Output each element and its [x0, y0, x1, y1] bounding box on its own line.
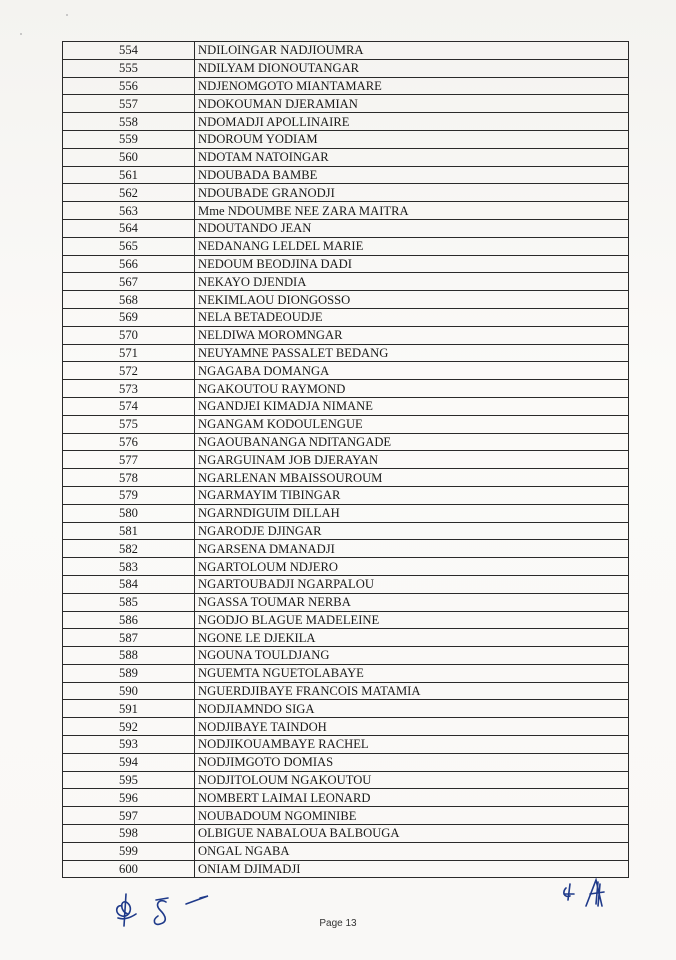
row-number: 598 — [63, 825, 195, 843]
table-row — [63, 433, 629, 451]
row-number: 599 — [63, 842, 195, 860]
table-row — [63, 77, 629, 95]
table-row — [63, 611, 629, 629]
row-number: 563 — [63, 202, 195, 220]
table-row — [63, 807, 629, 825]
row-name: OLBIGUE NABALOUA BALBOUGA — [195, 825, 629, 843]
table-row — [63, 59, 629, 77]
table-row — [63, 736, 629, 754]
row-name: NDILOINGAR NADJIOUMRA — [195, 42, 629, 60]
row-number: 567 — [63, 273, 195, 291]
table-row — [63, 860, 629, 878]
row-number: 564 — [63, 219, 195, 237]
row-name: NEDANANG LELDEL MARIE — [195, 237, 629, 255]
row-number: 588 — [63, 647, 195, 665]
row-number: 597 — [63, 807, 195, 825]
row-name: ONIAM DJIMADJI — [195, 860, 629, 878]
row-name: NGARTOLOUM NDJERO — [195, 558, 629, 576]
row-name: NODJIMGOTO DOMIAS — [195, 753, 629, 771]
row-number: 570 — [63, 326, 195, 344]
table-row — [63, 148, 629, 166]
table-row — [63, 575, 629, 593]
table-row — [63, 558, 629, 576]
table-row — [63, 825, 629, 843]
table-row — [63, 202, 629, 220]
row-name: NDOUBADE GRANODJI — [195, 184, 629, 202]
row-number: 556 — [63, 77, 195, 95]
table-row — [63, 682, 629, 700]
row-name: NGODJO BLAGUE MADELEINE — [195, 611, 629, 629]
row-name: Mme NDOUMBE NEE ZARA MAITRA — [195, 202, 629, 220]
table-row — [63, 380, 629, 398]
table-row — [63, 95, 629, 113]
row-name: NODJITOLOUM NGAKOUTOU — [195, 771, 629, 789]
row-name: NEKIMLAOU DIONGOSSO — [195, 291, 629, 309]
row-number: 582 — [63, 540, 195, 558]
row-name: NGARGUINAM JOB DJERAYAN — [195, 451, 629, 469]
row-name: NGARODJE DJINGAR — [195, 522, 629, 540]
row-number: 585 — [63, 593, 195, 611]
row-name: NDOUTANDO JEAN — [195, 219, 629, 237]
table-row — [63, 629, 629, 647]
row-number: 596 — [63, 789, 195, 807]
row-number: 586 — [63, 611, 195, 629]
row-name: NODJIKOUAMBAYE RACHEL — [195, 736, 629, 754]
row-number: 572 — [63, 362, 195, 380]
table-row — [63, 237, 629, 255]
row-name: NEDOUM BEODJINA DADI — [195, 255, 629, 273]
table-row — [63, 397, 629, 415]
table-row — [63, 130, 629, 148]
row-number: 574 — [63, 397, 195, 415]
row-number: 559 — [63, 130, 195, 148]
row-name: NGONE LE DJEKILA — [195, 629, 629, 647]
table-row — [63, 540, 629, 558]
handwritten-signature-right — [560, 874, 620, 914]
table-row — [63, 718, 629, 736]
row-number: 565 — [63, 237, 195, 255]
table-row — [63, 504, 629, 522]
row-name: NGANGAM KODOULENGUE — [195, 415, 629, 433]
row-name: NEUYAMNE PASSALET BEDANG — [195, 344, 629, 362]
row-number: 557 — [63, 95, 195, 113]
table-row — [63, 291, 629, 309]
row-name: NGOUNA TOULDJANG — [195, 647, 629, 665]
row-name: ONGAL NGABA — [195, 842, 629, 860]
row-name: NGAOUBANANGA NDITANGADE — [195, 433, 629, 451]
row-number: 592 — [63, 718, 195, 736]
row-number: 595 — [63, 771, 195, 789]
row-number: 580 — [63, 504, 195, 522]
scan-speck — [20, 33, 22, 35]
row-number: 568 — [63, 291, 195, 309]
row-number: 583 — [63, 558, 195, 576]
row-name: NGAKOUTOU RAYMOND — [195, 380, 629, 398]
table-row — [63, 219, 629, 237]
row-name: NGARSENA DMANADJI — [195, 540, 629, 558]
table-row — [63, 842, 629, 860]
row-number: 576 — [63, 433, 195, 451]
row-name: NGASSA TOUMAR NERBA — [195, 593, 629, 611]
roster-table — [62, 41, 629, 878]
row-name: NGARMAYIM TIBINGAR — [195, 486, 629, 504]
row-number: 575 — [63, 415, 195, 433]
row-number: 591 — [63, 700, 195, 718]
row-name: NGAGABA DOMANGA — [195, 362, 629, 380]
table-row — [63, 273, 629, 291]
roster-table-body — [63, 42, 629, 878]
row-number: 555 — [63, 59, 195, 77]
row-number: 600 — [63, 860, 195, 878]
row-name: NODJIBAYE TAINDOH — [195, 718, 629, 736]
row-number: 590 — [63, 682, 195, 700]
row-number: 593 — [63, 736, 195, 754]
table-row — [63, 184, 629, 202]
page-number: Page 13 — [319, 918, 357, 929]
row-name: NEKAYO DJENDIA — [195, 273, 629, 291]
row-number: 577 — [63, 451, 195, 469]
table-row — [63, 522, 629, 540]
table-row — [63, 700, 629, 718]
row-number: 581 — [63, 522, 195, 540]
row-name: NELDIWA MOROMNGAR — [195, 326, 629, 344]
row-name: NOUBADOUM NGOMINIBE — [195, 807, 629, 825]
row-number: 594 — [63, 753, 195, 771]
table-row — [63, 113, 629, 131]
row-number: 584 — [63, 575, 195, 593]
table-row — [63, 789, 629, 807]
table-row — [63, 42, 629, 60]
row-number: 589 — [63, 664, 195, 682]
table-row — [63, 593, 629, 611]
table-row — [63, 308, 629, 326]
row-name: NGARLENAN MBAISSOUROUM — [195, 469, 629, 487]
row-number: 571 — [63, 344, 195, 362]
table-row — [63, 647, 629, 665]
row-name: NELA BETADEOUDJE — [195, 308, 629, 326]
row-name: NDOKOUMAN DJERAMIAN — [195, 95, 629, 113]
row-name: NDOTAM NATOINGAR — [195, 148, 629, 166]
row-name: NDILYAM DIONOUTANGAR — [195, 59, 629, 77]
row-number: 560 — [63, 148, 195, 166]
table-row — [63, 362, 629, 380]
row-name: NDOROUM YODIAM — [195, 130, 629, 148]
row-number: 558 — [63, 113, 195, 131]
table-row — [63, 486, 629, 504]
table-row — [63, 415, 629, 433]
table-row — [63, 166, 629, 184]
row-name: NDJENOMGOTO MIANTAMARE — [195, 77, 629, 95]
row-name: NGARTOUBADJI NGARPALOU — [195, 575, 629, 593]
row-number: 566 — [63, 255, 195, 273]
row-number: 578 — [63, 469, 195, 487]
row-name: NGANDJEI KIMADJA NIMANE — [195, 397, 629, 415]
table-row — [63, 753, 629, 771]
row-name: NOMBERT LAIMAI LEONARD — [195, 789, 629, 807]
table-row — [63, 469, 629, 487]
row-name: NGUEMTA NGUETOLABAYE — [195, 664, 629, 682]
scan-speck — [66, 14, 68, 16]
table-row — [63, 344, 629, 362]
row-name: NODJIAMNDO SIGA — [195, 700, 629, 718]
table-row — [63, 451, 629, 469]
row-number: 569 — [63, 308, 195, 326]
row-name: NGARNDIGUIM DILLAH — [195, 504, 629, 522]
table-row — [63, 664, 629, 682]
table-row — [63, 771, 629, 789]
row-number: 561 — [63, 166, 195, 184]
row-number: 562 — [63, 184, 195, 202]
row-number: 554 — [63, 42, 195, 60]
row-number: 587 — [63, 629, 195, 647]
row-name: NDOUBADA BAMBE — [195, 166, 629, 184]
row-name: NDOMADJI APOLLINAIRE — [195, 113, 629, 131]
row-number: 579 — [63, 486, 195, 504]
table-row — [63, 255, 629, 273]
row-name: NGUERDJIBAYE FRANCOIS MATAMIA — [195, 682, 629, 700]
table-row — [63, 326, 629, 344]
row-number: 573 — [63, 380, 195, 398]
